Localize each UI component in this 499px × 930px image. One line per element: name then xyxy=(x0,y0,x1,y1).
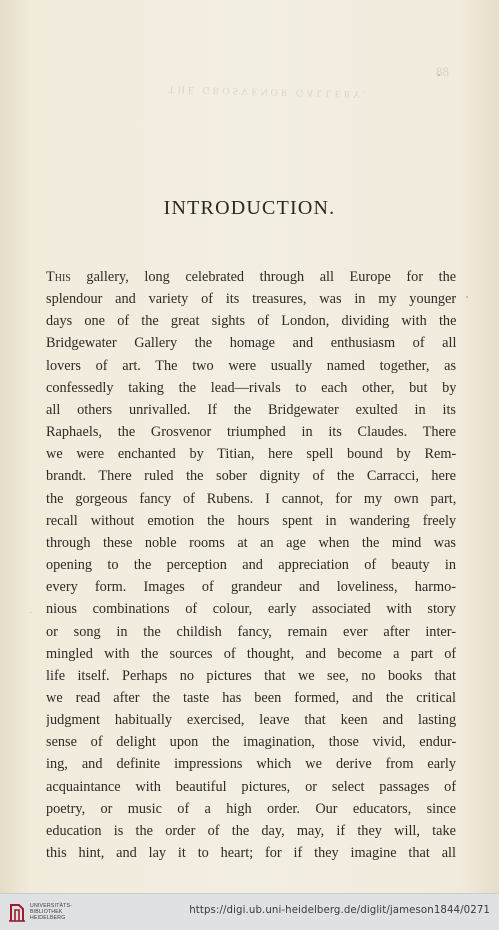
text-line: ing, and definite impressions which we derive from early xyxy=(46,756,456,773)
text-line: acquaintance with beautiful pictures, or select passages of xyxy=(46,778,456,795)
text-line: sense of delight upon the imagination, those vivid, endur- xyxy=(46,734,456,751)
text-line: education is the order of the day, may, if they will, take xyxy=(46,822,456,839)
library-name xyxy=(30,903,72,921)
text-line: splendour and variety of its treasures, was in my younger xyxy=(46,291,456,308)
text-line: recall without emotion the hours spent in wandering freely xyxy=(46,512,456,529)
text-line: poetry, or music of a high order. Our educators, since xyxy=(46,800,456,817)
text-line: all others unrivalled. If the Bridgewater exulted in its xyxy=(46,401,456,418)
page-title: INTRODUCTION. xyxy=(163,197,336,219)
library-name-line: BIBLIOTHEK xyxy=(30,909,63,915)
text-line: judgment habitually exercised, leave that keen and lasting xyxy=(46,712,456,729)
body-paragraph xyxy=(46,266,456,864)
text-line: this hint, and lay it to heart; for if they imagine that all xyxy=(46,845,456,862)
text-line: opening to the perception and appreciation of beauty in xyxy=(46,557,456,574)
paper-speck xyxy=(438,74,440,76)
text-line: through these noble rooms at an age when the mind was xyxy=(46,534,456,551)
text-line: nious combinations of colour, early associated with story xyxy=(46,601,456,618)
text-line: brandt. There ruled the sober dignity of the Carracci, here xyxy=(46,468,456,485)
library-name-line: HEIDELBERG xyxy=(30,915,66,921)
text-line: This gallery, long celebrated through all Europe for the xyxy=(46,269,456,285)
text-line: Bridgewater Gallery the homage and enthusiasm of all xyxy=(46,335,456,352)
text-line: we read after the taste has been formed, and the critical xyxy=(46,689,456,706)
small-caps-opening-word: This xyxy=(46,269,71,285)
text-line: confessedly taking the lead—rivals to each other, but by xyxy=(46,379,456,396)
text-line: mingled with the sources of thought, and become a part of xyxy=(46,645,456,662)
paper-speck xyxy=(466,296,468,298)
text-line: we were enchanted by Titian, here spell bound by Rem- xyxy=(46,446,456,463)
paper-speck xyxy=(30,612,31,613)
bleed-through-text: THE GROSVENOR GALLERY. xyxy=(168,83,368,100)
text-line: every form. Images of grandeur and loveliness, harmo- xyxy=(46,579,456,596)
text-line: days one of the great sights of London, dividing with the xyxy=(46,313,456,330)
viewer-footer xyxy=(0,893,499,930)
text-line: life itself. Perhaps no pictures that we see, no books that xyxy=(46,667,456,684)
text-line: or song in the childish fancy, remain ever after inter- xyxy=(46,623,456,640)
bleed-through-page-number: 88 xyxy=(436,64,449,79)
library-name-line: UNIVERSITÄTS- xyxy=(30,903,73,909)
text-line: lovers of art. The two were usually named together, as xyxy=(46,357,456,374)
text-line: the gorgeous fancy of Rubens. I cannot, for my own part, xyxy=(46,490,456,507)
permalink-url[interactable]: https://digi.ub.uni-heidelberg.de/diglit/jameson1844/0271 xyxy=(189,905,490,916)
text-line: Raphaels, the Grosvenor triumphed in its Claudes. There xyxy=(46,424,456,441)
university-library-logo-icon[interactable] xyxy=(6,901,28,923)
